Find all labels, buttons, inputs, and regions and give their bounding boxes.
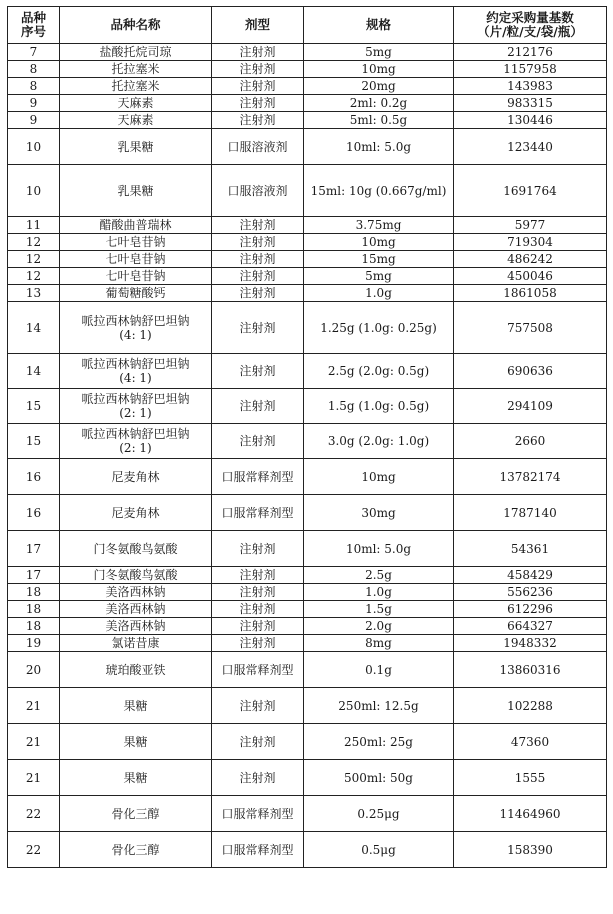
cell-name: 尼麦角林: [60, 495, 212, 531]
cell-form: 注射剂: [212, 354, 304, 389]
header-name: 品种名称: [60, 7, 212, 44]
cell-spec: 500ml: 50g: [304, 760, 454, 796]
cell-spec: 1.0g: [304, 285, 454, 302]
header-quantity: 约定采购量基数 （片/粒/支/袋/瓶）: [454, 7, 607, 44]
cell-quantity: 47360: [454, 724, 607, 760]
cell-name: 葡萄糖酸钙: [60, 285, 212, 302]
cell-form: 注射剂: [212, 424, 304, 459]
cell-seq: 13: [8, 285, 60, 302]
cell-name: 七叶皂苷钠: [60, 268, 212, 285]
cell-quantity: 102288: [454, 688, 607, 724]
cell-form: 注射剂: [212, 567, 304, 584]
cell-spec: 2ml: 0.2g: [304, 95, 454, 112]
table-row: [8, 424, 607, 459]
cell-spec: 10mg: [304, 234, 454, 251]
cell-spec: 0.5μg: [304, 832, 454, 868]
cell-spec: 2.0g: [304, 618, 454, 635]
cell-seq: 17: [8, 531, 60, 567]
cell-quantity: 13860316: [454, 652, 607, 688]
cell-quantity: 13782174: [454, 459, 607, 495]
cell-quantity: 1691764: [454, 165, 607, 217]
cell-name: 托拉塞米: [60, 78, 212, 95]
cell-seq: 12: [8, 268, 60, 285]
cell-name: 哌拉西林钠舒巴坦钠 (4: 1): [60, 302, 212, 354]
table-row: [8, 688, 607, 724]
table-row: [8, 760, 607, 796]
cell-quantity: 1555: [454, 760, 607, 796]
cell-name: 乳果糖: [60, 129, 212, 165]
cell-spec: 20mg: [304, 78, 454, 95]
cell-spec: 3.75mg: [304, 217, 454, 234]
cell-name: 醋酸曲普瑞林: [60, 217, 212, 234]
cell-form: 注射剂: [212, 724, 304, 760]
cell-spec: 10ml: 5.0g: [304, 531, 454, 567]
cell-spec: 8mg: [304, 635, 454, 652]
cell-spec: 30mg: [304, 495, 454, 531]
table-row: [8, 234, 607, 251]
cell-quantity: 757508: [454, 302, 607, 354]
table-row: [8, 44, 607, 61]
cell-name: 琥珀酸亚铁: [60, 652, 212, 688]
header-form: 剂型: [212, 7, 304, 44]
cell-quantity: 11464960: [454, 796, 607, 832]
cell-quantity: 612296: [454, 601, 607, 618]
cell-spec: 0.1g: [304, 652, 454, 688]
cell-form: 注射剂: [212, 389, 304, 424]
cell-quantity: 158390: [454, 832, 607, 868]
table-row: [8, 652, 607, 688]
cell-seq: 16: [8, 459, 60, 495]
cell-seq: 20: [8, 652, 60, 688]
cell-form: 注射剂: [212, 618, 304, 635]
cell-quantity: 486242: [454, 251, 607, 268]
cell-spec: 2.5g: [304, 567, 454, 584]
cell-name: 七叶皂苷钠: [60, 251, 212, 268]
cell-seq: 18: [8, 618, 60, 635]
cell-quantity: 556236: [454, 584, 607, 601]
cell-quantity: 1861058: [454, 285, 607, 302]
table-row: [8, 459, 607, 495]
cell-form: 注射剂: [212, 251, 304, 268]
table-row: [8, 251, 607, 268]
cell-seq: 21: [8, 760, 60, 796]
cell-seq: 19: [8, 635, 60, 652]
procurement-table: [7, 6, 607, 868]
cell-form: 注射剂: [212, 217, 304, 234]
cell-form: 注射剂: [212, 61, 304, 78]
cell-quantity: 2660: [454, 424, 607, 459]
cell-quantity: 123440: [454, 129, 607, 165]
cell-quantity: 1948332: [454, 635, 607, 652]
table-row: [8, 217, 607, 234]
cell-quantity: 54361: [454, 531, 607, 567]
cell-spec: 0.25μg: [304, 796, 454, 832]
cell-name: 哌拉西林钠舒巴坦钠 (2: 1): [60, 389, 212, 424]
header-row: [8, 7, 607, 44]
table-row: [8, 584, 607, 601]
cell-seq: 18: [8, 601, 60, 618]
cell-seq: 10: [8, 165, 60, 217]
table-row: [8, 302, 607, 354]
cell-quantity: 664327: [454, 618, 607, 635]
cell-spec: 3.0g (2.0g: 1.0g): [304, 424, 454, 459]
cell-spec: 5mg: [304, 268, 454, 285]
table-row: [8, 832, 607, 868]
cell-seq: 14: [8, 302, 60, 354]
cell-spec: 1.25g (1.0g: 0.25g): [304, 302, 454, 354]
cell-quantity: 143983: [454, 78, 607, 95]
cell-name: 天麻素: [60, 112, 212, 129]
cell-name: 盐酸托烷司琼: [60, 44, 212, 61]
table-row: [8, 389, 607, 424]
cell-form: 注射剂: [212, 78, 304, 95]
cell-spec: 250ml: 12.5g: [304, 688, 454, 724]
cell-quantity: 5977: [454, 217, 607, 234]
table-row: [8, 495, 607, 531]
cell-form: 注射剂: [212, 531, 304, 567]
cell-seq: 7: [8, 44, 60, 61]
table-row: [8, 531, 607, 567]
table-row: [8, 129, 607, 165]
cell-form: 口服常释剂型: [212, 495, 304, 531]
cell-seq: 8: [8, 78, 60, 95]
cell-form: 注射剂: [212, 285, 304, 302]
cell-spec: 10ml: 5.0g: [304, 129, 454, 165]
cell-form: 口服常释剂型: [212, 796, 304, 832]
table-row: [8, 112, 607, 129]
table-row: [8, 635, 607, 652]
cell-form: 注射剂: [212, 302, 304, 354]
cell-seq: 9: [8, 112, 60, 129]
table-row: [8, 78, 607, 95]
header-seq: 品种 序号: [8, 7, 60, 44]
cell-quantity: 458429: [454, 567, 607, 584]
cell-form: 注射剂: [212, 688, 304, 724]
cell-name: 骨化三醇: [60, 796, 212, 832]
cell-quantity: 294109: [454, 389, 607, 424]
cell-name: 果糖: [60, 760, 212, 796]
cell-quantity: 719304: [454, 234, 607, 251]
cell-form: 口服溶液剂: [212, 129, 304, 165]
cell-seq: 15: [8, 424, 60, 459]
cell-quantity: 130446: [454, 112, 607, 129]
cell-spec: 10mg: [304, 61, 454, 78]
cell-seq: 11: [8, 217, 60, 234]
table-row: [8, 601, 607, 618]
cell-spec: 1.0g: [304, 584, 454, 601]
table-row: [8, 95, 607, 112]
cell-seq: 17: [8, 567, 60, 584]
cell-form: 注射剂: [212, 584, 304, 601]
cell-seq: 10: [8, 129, 60, 165]
cell-seq: 9: [8, 95, 60, 112]
cell-seq: 12: [8, 234, 60, 251]
cell-name: 美洛西林钠: [60, 584, 212, 601]
cell-quantity: 212176: [454, 44, 607, 61]
cell-spec: 1.5g: [304, 601, 454, 618]
cell-form: 注射剂: [212, 268, 304, 285]
cell-form: 注射剂: [212, 95, 304, 112]
cell-seq: 22: [8, 832, 60, 868]
header-spec: 规格: [304, 7, 454, 44]
cell-form: 注射剂: [212, 234, 304, 251]
table-body: [8, 44, 607, 868]
cell-quantity: 450046: [454, 268, 607, 285]
cell-seq: 16: [8, 495, 60, 531]
cell-spec: 2.5g (2.0g: 0.5g): [304, 354, 454, 389]
cell-form: 注射剂: [212, 635, 304, 652]
cell-name: 美洛西林钠: [60, 601, 212, 618]
table-row: [8, 796, 607, 832]
cell-name: 托拉塞米: [60, 61, 212, 78]
cell-quantity: 1157958: [454, 61, 607, 78]
cell-name: 骨化三醇: [60, 832, 212, 868]
cell-name: 哌拉西林钠舒巴坦钠 (2: 1): [60, 424, 212, 459]
cell-form: 口服常释剂型: [212, 459, 304, 495]
cell-quantity: 983315: [454, 95, 607, 112]
table-row: [8, 354, 607, 389]
cell-name: 哌拉西林钠舒巴坦钠 (4: 1): [60, 354, 212, 389]
cell-quantity: 690636: [454, 354, 607, 389]
cell-seq: 21: [8, 688, 60, 724]
cell-spec: 5ml: 0.5g: [304, 112, 454, 129]
cell-spec: 10mg: [304, 459, 454, 495]
table-row: [8, 724, 607, 760]
cell-form: 注射剂: [212, 112, 304, 129]
cell-spec: 15mg: [304, 251, 454, 268]
table-row: [8, 165, 607, 217]
table-row: [8, 61, 607, 78]
cell-name: 乳果糖: [60, 165, 212, 217]
cell-seq: 12: [8, 251, 60, 268]
cell-form: 注射剂: [212, 44, 304, 61]
cell-name: 果糖: [60, 688, 212, 724]
cell-spec: 15ml: 10g (0.667g/ml): [304, 165, 454, 217]
cell-spec: 5mg: [304, 44, 454, 61]
cell-name: 尼麦角林: [60, 459, 212, 495]
cell-name: 天麻素: [60, 95, 212, 112]
cell-spec: 250ml: 25g: [304, 724, 454, 760]
cell-spec: 1.5g (1.0g: 0.5g): [304, 389, 454, 424]
cell-form: 注射剂: [212, 601, 304, 618]
cell-name: 七叶皂苷钠: [60, 234, 212, 251]
cell-form: 口服溶液剂: [212, 165, 304, 217]
cell-form: 注射剂: [212, 760, 304, 796]
table-row: [8, 285, 607, 302]
table-row: [8, 268, 607, 285]
cell-form: 口服常释剂型: [212, 832, 304, 868]
cell-seq: 21: [8, 724, 60, 760]
cell-name: 果糖: [60, 724, 212, 760]
cell-seq: 15: [8, 389, 60, 424]
cell-seq: 8: [8, 61, 60, 78]
cell-seq: 14: [8, 354, 60, 389]
cell-name: 门冬氨酸鸟氨酸: [60, 567, 212, 584]
table-row: [8, 567, 607, 584]
cell-name: 门冬氨酸鸟氨酸: [60, 531, 212, 567]
cell-seq: 18: [8, 584, 60, 601]
cell-seq: 22: [8, 796, 60, 832]
table-row: [8, 618, 607, 635]
cell-quantity: 1787140: [454, 495, 607, 531]
cell-name: 氯诺昔康: [60, 635, 212, 652]
cell-form: 口服常释剂型: [212, 652, 304, 688]
cell-name: 美洛西林钠: [60, 618, 212, 635]
